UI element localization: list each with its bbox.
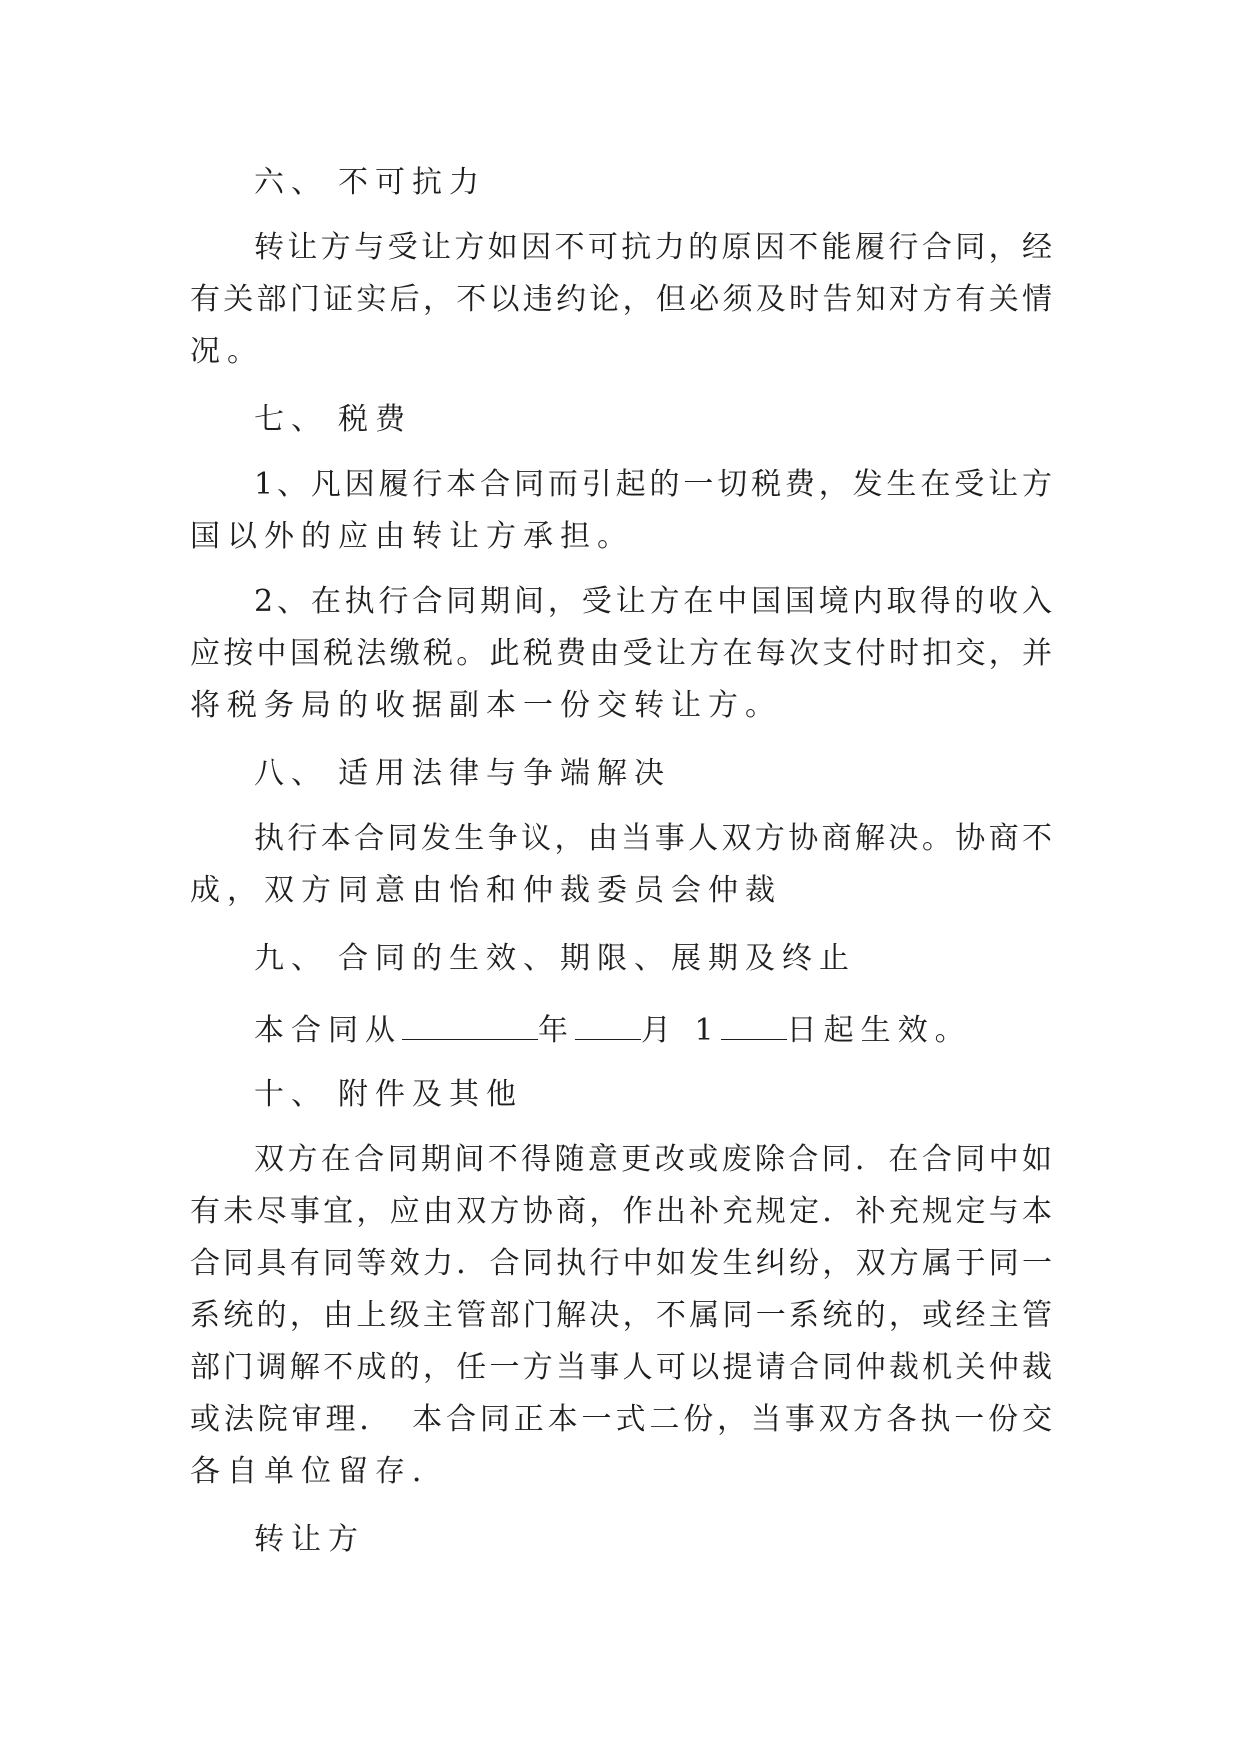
paragraph-line: 转让方与受让方如因不可抗力的原因不能履行合同，经 — [254, 230, 1052, 265]
paragraph-line: 合同具有同等效力．合同执行中如发生纠纷，双方属于同一 — [190, 1246, 1052, 1281]
section-9-heading — [190, 933, 1052, 985]
section-number: 七、 — [254, 402, 328, 437]
section-title: 合同的生效、期限、展期及终止 — [338, 941, 856, 976]
section-8-heading — [190, 748, 1052, 800]
paragraph-line: 系统的，由上级主管部门解决，不属同一系统的，或经主管 — [190, 1298, 1052, 1333]
paragraph-line: 况。 — [190, 334, 264, 369]
section-number: 十、 — [254, 1077, 328, 1112]
paragraph-line: 将税务局的收据副本一份交转让方。 — [190, 688, 782, 723]
paragraph-line: 成，双方同意由怡和仲裁委员会仲裁 — [190, 873, 782, 908]
year-label: 年 — [538, 1013, 575, 1048]
section-number: 九、 — [254, 941, 328, 976]
paragraph-line: 1、凡因履行本合同而引起的一切税费，发生在受让方 — [254, 467, 1052, 502]
month-label: 月 1 — [641, 1013, 721, 1048]
paragraph-line: 执行本合同发生争议，由当事人双方协商解决。协商不 — [254, 821, 1052, 856]
month-blank — [575, 1001, 641, 1040]
day-blank — [721, 1001, 787, 1040]
paragraph-line: 应按中国税法缴税。此税费由受让方在每次支付时扣交，并 — [190, 636, 1052, 671]
effective-date-suffix: 日起生效。 — [786, 1013, 972, 1048]
paragraph-line: 有未尽事宜，应由双方协商，作出补充规定．补充规定与本 — [190, 1194, 1052, 1229]
section-7-heading — [190, 394, 1052, 446]
section-10-heading — [190, 1069, 1052, 1121]
section-title: 适用法律与争端解决 — [338, 756, 671, 791]
paragraph-line: 部门调解不成的，任一方当事人可以提请合同仲裁机关仲裁 — [190, 1350, 1052, 1385]
section-number: 八、 — [254, 756, 328, 791]
section-6-heading — [190, 157, 1052, 209]
paragraph-line: 或法院审理． 本合同正本一式二份，当事双方各执一份交 — [190, 1402, 1052, 1437]
section-title: 税费 — [338, 402, 412, 437]
section-title: 附件及其他 — [338, 1077, 523, 1112]
paragraph-line: 2、在执行合同期间，受让方在中国国境内取得的收入 — [254, 584, 1052, 619]
effective-date-line — [190, 1001, 1052, 1053]
paragraph-line: 双方在合同期间不得随意更改或废除合同．在合同中如 — [254, 1142, 1052, 1177]
paragraph-line: 有关部门证实后，不以违约论，但必须及时告知对方有关情 — [190, 282, 1052, 317]
year-blank — [402, 1001, 538, 1040]
paragraph-line: 各自单位留存． — [190, 1454, 449, 1489]
transferor-signature-label: 转让方 — [254, 1522, 365, 1557]
paragraph-line: 国以外的应由转让方承担。 — [190, 519, 634, 554]
contract-text — [190, 157, 1052, 1566]
section-number: 六、 — [254, 165, 328, 200]
effective-date-prefix: 本合同从 — [254, 1013, 402, 1048]
section-title: 不可抗力 — [338, 165, 486, 200]
